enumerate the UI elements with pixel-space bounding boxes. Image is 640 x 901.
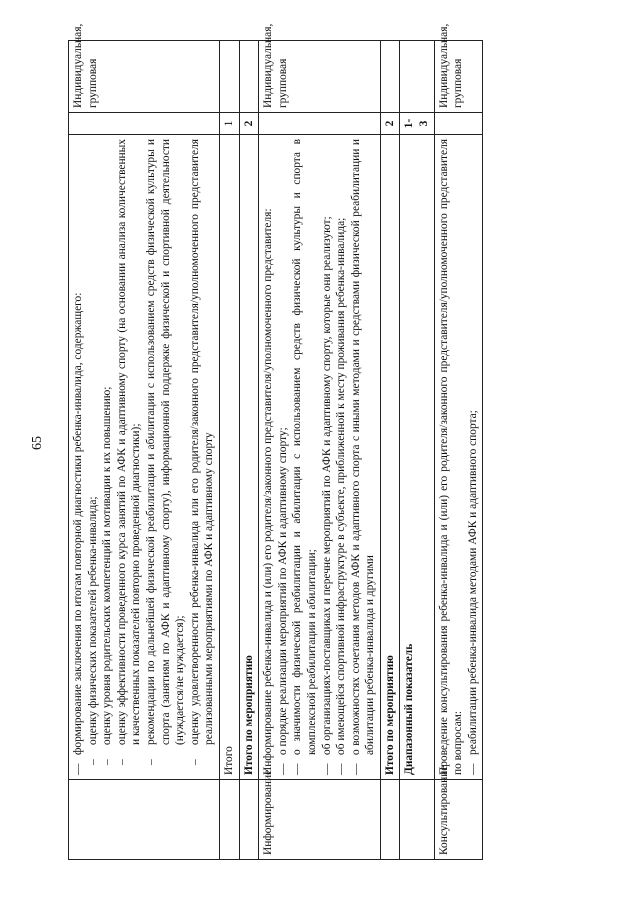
list-item: — формирование заключения по итогам повторной диагностики ребенка-инвалида, содержащего: <box>72 292 84 775</box>
table-row <box>219 41 239 860</box>
list-item: — о возможностях сочетания методов АФК и адаптивного спорта с иными методами и средствами физической реабилитации и абилитации ребенка-инвалида и другими <box>349 139 377 775</box>
activity-name-cell: Консультирование <box>434 780 483 860</box>
list-item: — об организациях-поставщиках и перечне мероприятий по АФК и адаптивному спорту, которые они реализуют; <box>320 216 333 775</box>
table-row <box>69 41 220 860</box>
form-cell <box>380 41 400 113</box>
hours-cell: 1 <box>219 113 239 135</box>
list-item: – оценку эффективности проведенного курса занятий по АФК и адаптивному спорту (на основании анализа количественных и качественных показателей повторно проведенной диагностики); <box>115 139 143 765</box>
activities-table <box>68 23 483 860</box>
activity-name-cell: Информирование <box>259 780 381 860</box>
activity-name-cell <box>380 780 400 860</box>
list-item: – оценку уровня родительских компетенций и мотивации к их повышению; <box>101 386 114 765</box>
form-cell: Индивидуальная, групповая <box>259 41 381 113</box>
rotated-table-container <box>68 23 608 860</box>
activity-name-cell <box>69 780 220 860</box>
list-item: — об имеющейся спортивной инфраструктуре в субъекте, приближенной к месту проживания ребенка-инвалида; <box>335 217 348 775</box>
activity-content-cell <box>259 135 381 780</box>
list-item: Проведение консультирования ребенка-инвалида и (или) его родителя/законного представителя/уполномоченного представителя по вопросам: <box>437 139 465 775</box>
range-indicator-label: Диапазонный показатель <box>400 135 434 780</box>
activity-name-cell <box>239 780 259 860</box>
list-item: — о значимости физической реабилитации и абилитации с использованием средств физической культуры и спорта в комплексной реабилитации и абилитации; <box>291 139 318 775</box>
form-cell <box>400 41 434 113</box>
hours-cell <box>434 113 483 135</box>
table-row <box>400 41 434 860</box>
form-cell: Индивидуальная, групповая <box>69 41 220 113</box>
activity-name-cell <box>219 780 239 860</box>
total-label: Итого <box>219 135 239 780</box>
table-row <box>239 41 259 860</box>
activity-content-cell <box>69 135 220 780</box>
activity-content-cell <box>434 135 483 780</box>
form-cell <box>219 41 239 113</box>
list-item: — о порядке реализации мероприятий по АФК и адаптивному спорту; <box>276 427 289 775</box>
list-item: Информирование ребенка-инвалида и (или) его родителя/законного представителя/уполномоченного представителя: <box>262 208 275 775</box>
page-number: 65 <box>30 436 45 450</box>
form-cell <box>239 41 259 113</box>
table-row <box>434 41 483 860</box>
list-item: – оценку физических показателей ребенка-инвалида; <box>86 496 99 765</box>
activity-total-label: Итого по мероприятию <box>380 135 400 780</box>
hours-cell <box>69 113 220 135</box>
hours-cell: 1-3 <box>400 113 434 135</box>
hours-cell <box>259 113 381 135</box>
table-row <box>380 41 400 860</box>
table-row <box>259 41 381 860</box>
list-item: — реабилитации ребенка-инвалида методами АФК и адаптивного спорта; <box>466 410 479 775</box>
activity-total-label: Итого по мероприятию <box>239 135 259 780</box>
hours-cell: 2 <box>239 113 259 135</box>
list-item: – оценку удовлетворенности ребенка-инвалида или его родителя/законного представителя/уполномоченного представителя реализованными мероприятиями по АФК и адаптивному спорту <box>188 139 216 765</box>
list-item: – рекомендации по дальнейшей физической реабилитации и абилитации с использованием средств физической культуры и спорта (занятиям по АФК и адаптивному спорту), информационной поддержке физической и спортивной деятельности (нуждается/не нуждается); <box>144 139 187 765</box>
activity-name-cell <box>400 780 434 860</box>
form-cell: Индивидуальная, групповая <box>434 41 483 113</box>
hours-cell: 2 <box>380 113 400 135</box>
